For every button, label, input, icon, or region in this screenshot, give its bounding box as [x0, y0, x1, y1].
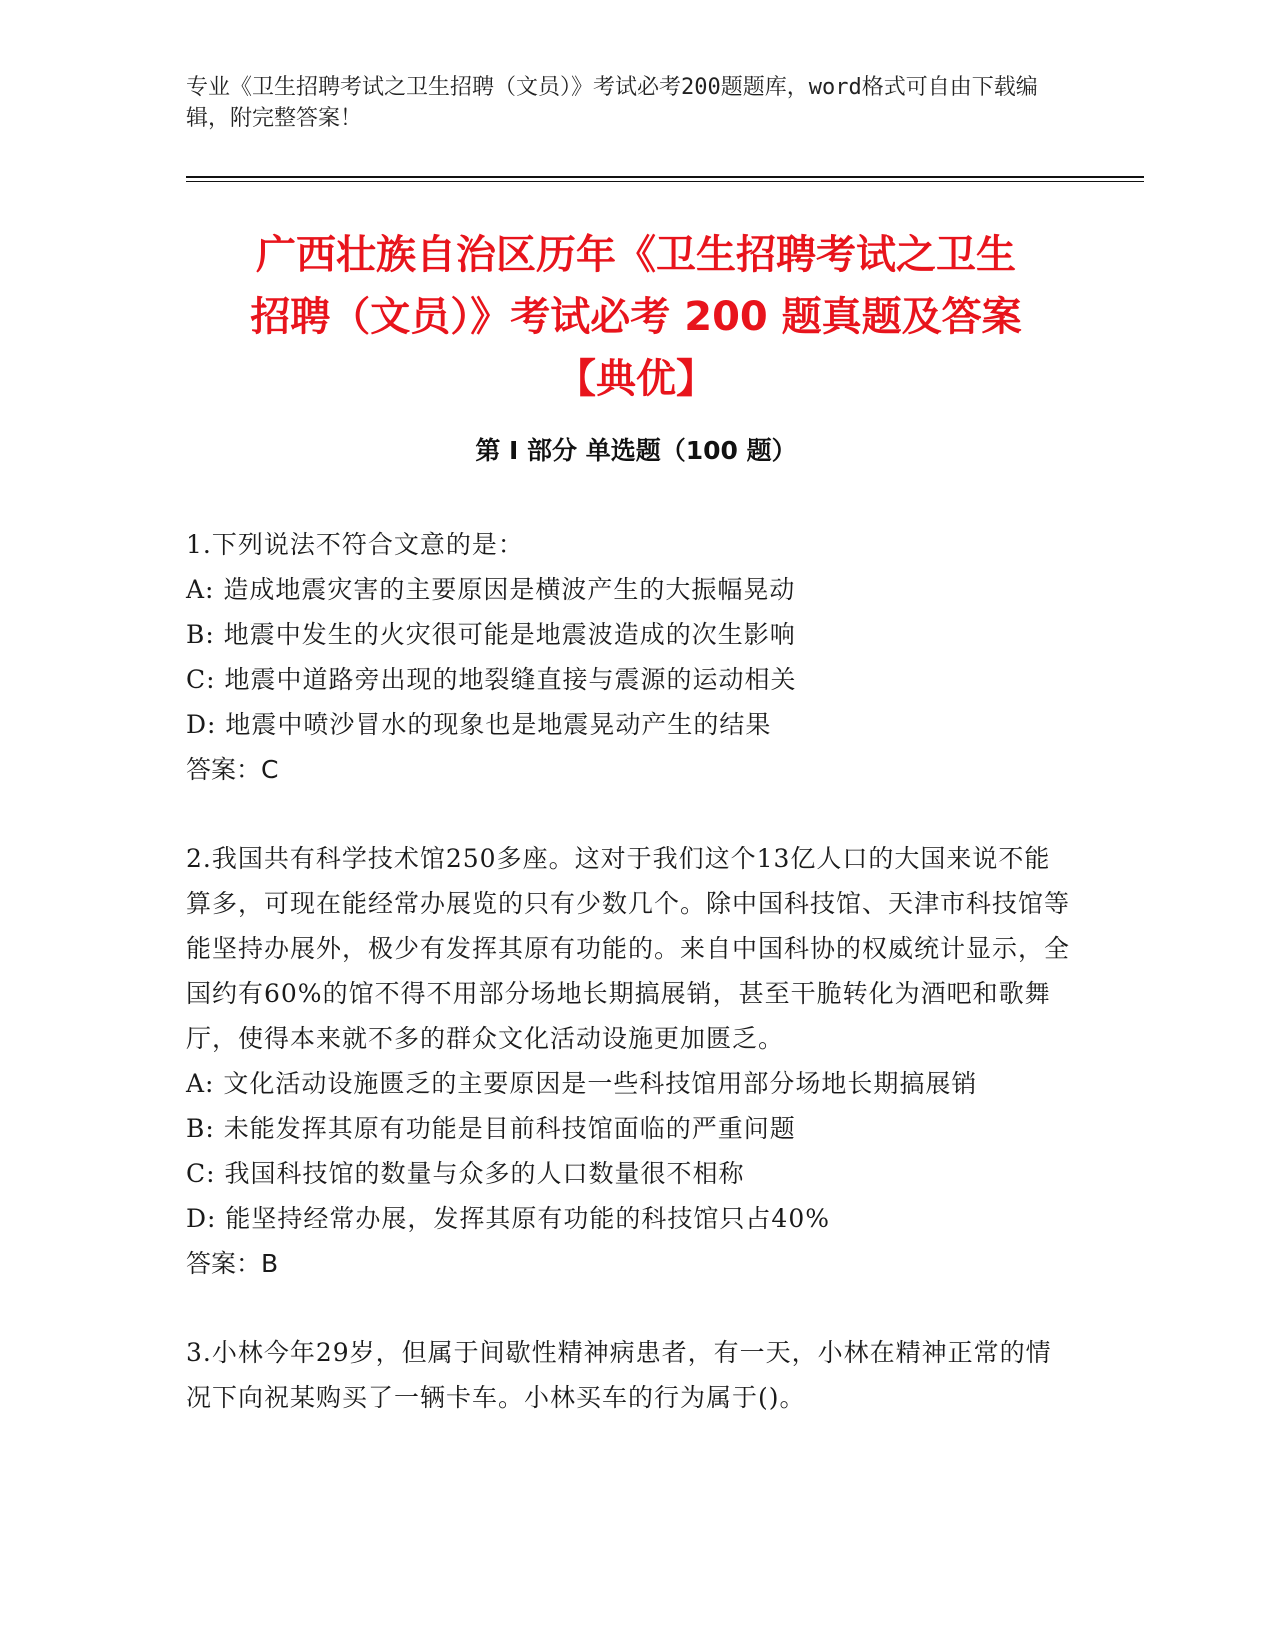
- option-c: C: 地震中道路旁出现的地裂缝直接与震源的运动相关: [186, 665, 797, 694]
- document-title: [186, 224, 1086, 410]
- option-d: D: 地震中喷沙冒水的现象也是地震晃动产生的结果: [186, 710, 772, 739]
- question-1: [186, 522, 1086, 792]
- answer: 答案：B: [186, 1249, 279, 1278]
- title-line-1: 广西壮族自治区历年《卫生招聘考试之卫生: [256, 232, 1016, 278]
- header-rule-thin: [186, 181, 1144, 182]
- title-line-3: 【典优】: [556, 356, 716, 402]
- answer: 答案：C: [186, 755, 279, 784]
- section-heading: 第 I 部分 单选题（100 题）: [475, 436, 797, 465]
- option-b: B: 地震中发生的火灾很可能是地震波造成的次生影响: [186, 620, 796, 649]
- header-note: 专业《卫生招聘考试之卫生招聘（文员）》考试必考200题题库，word格式可自由下载编辑，附完整答案！: [186, 75, 1038, 131]
- question-list: [186, 522, 1086, 1464]
- option-a: A: 造成地震灾害的主要原因是横波产生的大振幅晃动: [186, 575, 796, 604]
- title-line-2: 招聘（文员）》考试必考 200 题真题及答案: [250, 294, 1022, 340]
- option-d: D: 能坚持经常办展，发挥其原有功能的科技馆只占40%: [186, 1204, 830, 1233]
- question-3: [186, 1330, 1086, 1420]
- option-b: B: 未能发挥其原有功能是目前科技馆面临的严重问题: [186, 1114, 796, 1143]
- question-2: [186, 836, 1086, 1286]
- question-stem: 1.下列说法不符合文意的是：: [186, 530, 524, 559]
- question-stem: 3.小林今年29岁，但属于间歇性精神病患者，有一天，小林在精神正常的情况下向祝某购买了一辆卡车。小林买车的行为属于()。: [186, 1338, 1052, 1412]
- question-stem: 2.我国共有科学技术馆250多座。这对于我们这个13亿人口的大国来说不能算多，可现在能经常办展览的只有少数几个。除中国科技馆、天津市科技馆等能坚持办展外，极少有发挥其原有功能的。来自中国科协的权威统计显示，全国约有60%的馆不得不用部分场地长期搞展销，甚至干脆转化为酒吧和歌舞厅，使得本来就不多的群众文化活动设施更加匮乏。: [186, 844, 1071, 1053]
- option-c: C: 我国科技馆的数量与众多的人口数量很不相称: [186, 1159, 745, 1188]
- header-rule: [186, 176, 1144, 178]
- option-a: A: 文化活动设施匮乏的主要原因是一些科技馆用部分场地长期搞展销: [186, 1069, 978, 1098]
